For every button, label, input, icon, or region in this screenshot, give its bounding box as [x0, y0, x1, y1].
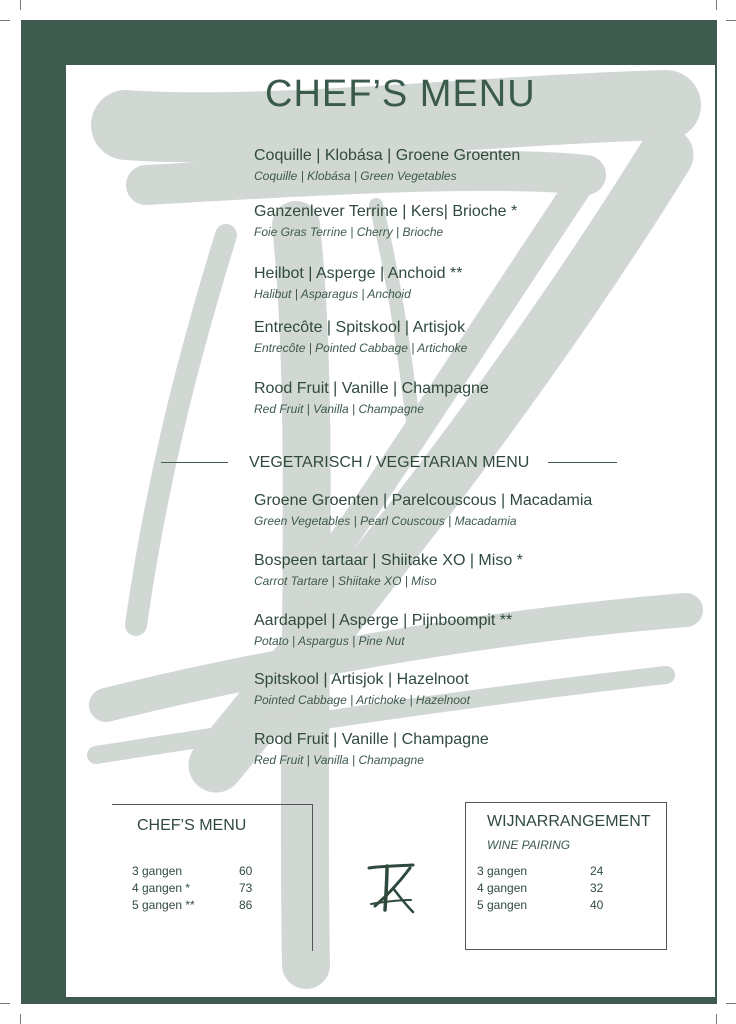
chef-dish — [254, 266, 462, 300]
dish-name: Entrecôte | Spitskool | Artisjok — [254, 319, 466, 336]
course-price: 73 — [239, 881, 253, 895]
course-price: 32 — [590, 881, 604, 895]
dish-translation: Potato | Aspargus | Pine Nut — [254, 634, 405, 648]
dish-name: Heilbot | Asperge | Anchoid ** — [254, 265, 463, 282]
crop-mark — [716, 1014, 717, 1024]
dish-name: Coquille | Klobása | Groene Groenten — [254, 147, 521, 164]
crop-mark — [20, 0, 21, 10]
price-box-subtitle: WINE PAIRING — [487, 838, 571, 852]
dish-translation: Halibut | Asparagus | Anchoid — [254, 287, 411, 301]
dish-translation: Entrecôte | Pointed Cabbage | Artichoke — [254, 341, 468, 355]
dish-name: Bospeen tartaar | Shiitake XO | Miso * — [254, 552, 523, 569]
course-count: 3 gangen — [132, 864, 183, 878]
dish-translation: Coquille | Klobása | Green Vegetables — [254, 169, 457, 183]
veg-dish — [254, 553, 523, 587]
dish-translation: Pointed Cabbage | Artichoke | Hazelnoot — [254, 693, 470, 707]
page-title: CHEF’S MENU — [265, 73, 536, 115]
chef-dish — [254, 320, 467, 354]
course-count: 5 gangen ** — [132, 898, 195, 912]
price-box-title: WIJNARRANGEMENT — [487, 813, 651, 830]
course-count: 4 gangen — [477, 881, 528, 895]
dish-translation: Foie Gras Terrine | Cherry | Brioche — [254, 225, 444, 239]
veg-dish — [254, 732, 489, 766]
course-count: 5 gangen — [477, 898, 528, 912]
crop-mark — [716, 0, 717, 10]
veg-dish — [254, 613, 512, 647]
restaurant-monogram-logo-icon — [363, 860, 418, 915]
dish-name: Ganzenlever Terrine | Kers| Brioche * — [254, 203, 518, 220]
course-price: 86 — [239, 898, 253, 912]
course-price: 60 — [239, 864, 253, 878]
vegetarian-section-header — [66, 454, 715, 472]
dish-name: Rood Fruit | Vanille | Champagne — [254, 731, 489, 748]
course-count: 3 gangen — [477, 864, 528, 878]
course-price: 24 — [590, 864, 604, 878]
dish-name: Spitskool | Artisjok | Hazelnoot — [254, 671, 469, 688]
veg-dish — [254, 672, 470, 706]
dish-translation: Red Fruit | Vanilla | Champagne — [254, 753, 424, 767]
dish-name: Rood Fruit | Vanille | Champagne — [254, 380, 489, 397]
section-heading: VEGETARISCH / VEGETARIAN MENU — [249, 454, 530, 471]
dish-name: Groene Groenten | Parelcouscous | Macadamia — [254, 492, 593, 509]
chef-dish — [254, 148, 520, 182]
crop-mark — [726, 1003, 736, 1004]
dish-translation: Red Fruit | Vanilla | Champagne — [254, 402, 424, 416]
wine-pairing-price-box — [465, 802, 667, 950]
course-count: 4 gangen * — [132, 881, 191, 895]
menu-frame — [21, 20, 717, 1004]
veg-dish — [254, 493, 592, 527]
crop-mark — [726, 20, 736, 21]
dish-name: Aardappel | Asperge | Pijnboompit ** — [254, 612, 513, 629]
dish-translation: Carrot Tartare | Shiitake XO | Miso — [254, 574, 437, 588]
divider — [548, 462, 617, 463]
price-box-title: CHEF’S MENU — [137, 817, 247, 834]
crop-mark — [20, 1014, 21, 1024]
dish-translation: Green Vegetables | Pearl Couscous | Macadamia — [254, 514, 517, 528]
menu-page — [66, 65, 715, 997]
course-price: 40 — [590, 898, 604, 912]
crop-mark — [0, 1003, 10, 1004]
chef-menu-price-box — [112, 804, 313, 951]
crop-mark — [0, 20, 10, 21]
chef-dish — [254, 204, 517, 238]
divider — [161, 462, 228, 463]
chef-dish — [254, 381, 489, 415]
